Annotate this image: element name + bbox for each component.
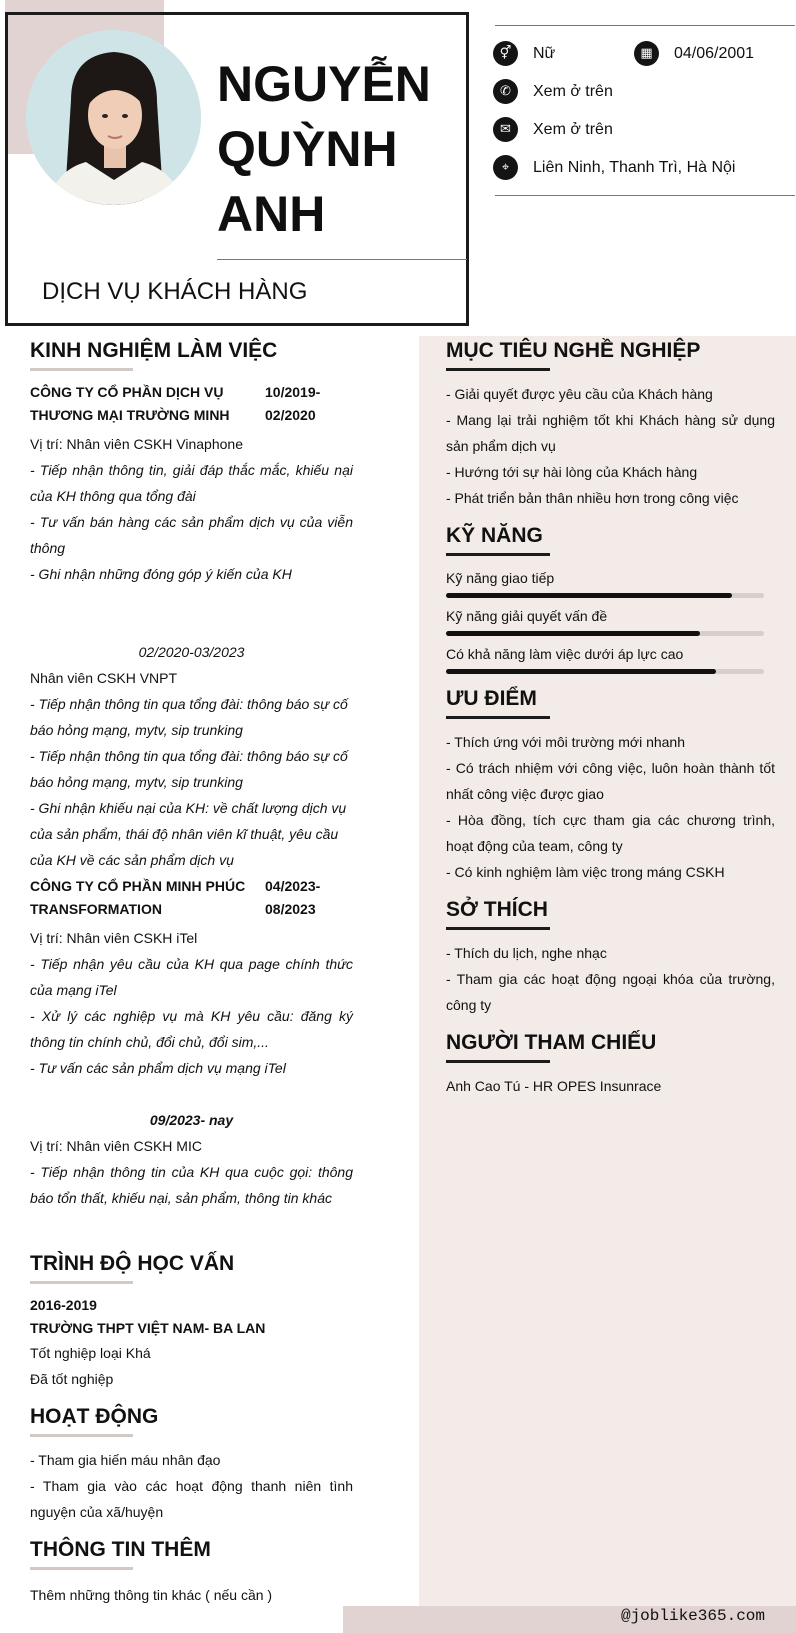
candidate-name [217, 52, 457, 247]
gender-icon: ⚥ [493, 41, 518, 66]
job2-bullet-1: - Tiếp nhận thông tin qua tổng đài: thông báo sự cố báo hỏng mạng, mytv, sip trunking [30, 696, 348, 738]
job3-period: 04/2023-08/2023 [265, 878, 321, 917]
avatar [26, 30, 201, 205]
activity-item-2: - Tham gia vào các hoạt động thanh niên tình nguyện của xã/huyện [30, 1478, 353, 1520]
job2-period: 02/2020-03/2023 [138, 644, 245, 660]
extra-info-underline [30, 1567, 133, 1570]
objective-item-3: - Hướng tới sự hài lòng của Khách hàng [446, 464, 698, 480]
job2-bullet-3: - Ghi nhận khiếu nại của KH: về chất lượng dịch vụ của sản phẩm, thái độ nhân viên kĩ thuật, yêu cầu của KH về các sản phẩm dịch vụ [30, 800, 347, 868]
job3-bullet-1: - Tiếp nhận yêu cầu của KH qua page chính thức của mạng iTel [30, 956, 353, 998]
hobbies-title: SỞ THÍCH [446, 898, 548, 921]
portrait-photo [26, 30, 201, 205]
strength-item-1: - Thích ứng với môi trường mới nhanh [446, 734, 686, 750]
contact-email [493, 117, 613, 142]
email-value: Xem ở trên [533, 120, 613, 138]
job1-bullet-3: - Ghi nhận những đóng góp ý kiến của KH [30, 566, 292, 582]
education-years: 2016-2019 [30, 1297, 97, 1313]
location-pin-icon: ⌖ [493, 155, 518, 180]
right-column [446, 336, 775, 1099]
activities-title: HOẠT ĐỘNG [30, 1405, 159, 1428]
skill-bar-track [446, 593, 764, 598]
extra-info-title: THÔNG TIN THÊM [30, 1538, 211, 1561]
skill-item [446, 604, 775, 636]
job4-bullet-1: - Tiếp nhận thông tin của KH qua cuộc gọi: thông báo tổn thất, khiếu nại, sản phẩm, thông tin khác [30, 1164, 353, 1206]
education-school: TRƯỜNG THPT VIỆT NAM- BA LAN [30, 1320, 266, 1336]
skills-underline [446, 553, 550, 556]
reference-text: Anh Cao Tú - HR OPES Insunrace [446, 1078, 662, 1094]
objective-item-1: - Giải quyết được yêu cầu của Khách hàng [446, 386, 713, 402]
education-section [30, 1249, 353, 1392]
skill-item [446, 566, 775, 598]
skill-label: Có khả năng làm việc dưới áp lực cao [446, 646, 684, 662]
job-title: DỊCH VỤ KHÁCH HÀNG [42, 278, 308, 305]
skills-section [446, 521, 775, 674]
activities-underline [30, 1434, 133, 1437]
gender-value: Nữ [533, 44, 556, 62]
objective-item-4: - Phát triển bản thân nhiều hơn trong công việc [446, 490, 739, 506]
skill-item [446, 642, 775, 674]
skill-label: Kỹ năng giao tiếp [446, 570, 555, 586]
education-line-1: Tốt nghiệp loại Khá [30, 1345, 151, 1361]
contact-bottom-divider [495, 195, 795, 196]
references-section [446, 1028, 775, 1099]
name-divider [217, 259, 467, 260]
strengths-underline [446, 716, 550, 719]
contact-top-divider [495, 25, 795, 26]
strengths-title: ƯU ĐIỂM [446, 687, 537, 710]
skills-title: KỸ NĂNG [446, 524, 543, 547]
contact-phone [493, 79, 613, 104]
activities-section [30, 1402, 353, 1525]
hobby-item-1: - Thích du lịch, nghe nhạc [446, 945, 607, 961]
strength-item-3: - Hòa đồng, tích cực tham gia các chương trình, hoạt động của team, công ty [446, 812, 775, 854]
activity-item-1: - Tham gia hiến máu nhân đạo [30, 1452, 221, 1468]
experience-underline [30, 368, 133, 371]
strength-item-4: - Có kinh nghiệm làm việc trong máng CSKH [446, 864, 725, 880]
job3-bullet-3: - Tư vấn các sản phẩm dịch vụ mạng iTel [30, 1060, 286, 1076]
objective-item-2: - Mang lại trải nghiệm tốt khi Khách hàng sử dụng sản phẩm dịch vụ [446, 412, 775, 454]
hobbies-section [446, 895, 775, 1018]
watermark: @joblike365.com [620, 1607, 765, 1625]
objective-underline [446, 368, 550, 371]
experience-title: KINH NGHIỆM LÀM VIỆC [30, 339, 278, 362]
job3-header [30, 875, 353, 921]
job2-position: Nhân viên CSKH VNPT [30, 670, 178, 686]
job2-bullet-2: - Tiếp nhận thông tin qua tổng đài: thông báo sự cố báo hỏng mạng, mytv, sip trunking [30, 748, 348, 790]
left-column [30, 336, 353, 1608]
contact-gender [493, 41, 555, 66]
job3-company: CÔNG TY CỔ PHẦN MINH PHÚC TRANSFORMATION [30, 878, 246, 917]
birthdate-value: 04/06/2001 [674, 44, 755, 62]
objective-section [446, 336, 775, 511]
objective-title: MỤC TIÊU NGHỀ NGHIỆP [446, 339, 701, 362]
job4-period: 09/2023- nay [149, 1112, 234, 1128]
job1-period: 10/2019-02/2020 [265, 384, 321, 423]
job4-position: Vị trí: Nhân viên CSKH MIC [30, 1138, 202, 1154]
references-title: NGƯỜI THAM CHIẾU [446, 1031, 657, 1054]
education-underline [30, 1281, 133, 1284]
skill-label: Kỹ năng giải quyết vấn đề [446, 608, 608, 624]
calendar-icon: ▦ [634, 41, 659, 66]
education-line-2: Đã tốt nghiệp [30, 1371, 114, 1387]
skill-bar-track [446, 631, 764, 636]
skill-bar-fill [446, 593, 732, 598]
experience-section [30, 336, 353, 1211]
job1-bullet-1: - Tiếp nhận thông tin, giải đáp thắc mắc, khiếu nại của KH thông qua tổng đài [30, 462, 353, 504]
hobbies-underline [446, 927, 550, 930]
envelope-icon: ✉ [493, 117, 518, 142]
extra-info-section [30, 1535, 353, 1608]
references-underline [446, 1060, 550, 1063]
strengths-section [446, 684, 775, 885]
name-line-1: NGUYỄN [217, 56, 431, 112]
phone-value: Xem ở trên [533, 82, 613, 100]
address-value: Liên Ninh, Thanh Trì, Hà Nội [533, 158, 736, 176]
extra-info-text: Thêm những thông tin khác ( nếu cần ) [30, 1587, 273, 1603]
job1-position: Vị trí: Nhân viên CSKH Vinaphone [30, 436, 243, 452]
education-title: TRÌNH ĐỘ HỌC VẤN [30, 1252, 235, 1275]
job3-position: Vị trí: Nhân viên CSKH iTel [30, 930, 198, 946]
strength-item-2: - Có trách nhiệm với công việc, luôn hoàn thành tốt nhất công việc được giao [446, 760, 775, 802]
skill-bar-fill [446, 631, 700, 636]
skill-bar-fill [446, 669, 716, 674]
job3-bullet-2: - Xử lý các nghiệp vụ mà KH yêu cầu: đăng ký thông tin chính chủ, đổi chủ, đổi sim,... [30, 1008, 353, 1050]
name-line-3: ANH [217, 186, 326, 242]
contact-birthdate [634, 41, 754, 66]
contact-address [493, 155, 735, 180]
skill-bar-track [446, 669, 764, 674]
name-line-2: QUỲNH [217, 121, 398, 177]
hobby-item-2: - Tham gia các hoạt động ngoại khóa của trường, công ty [446, 971, 775, 1013]
phone-icon: ✆ [493, 79, 518, 104]
job1-bullet-2: - Tư vấn bán hàng các sản phẩm dịch vụ của viễn thông [30, 514, 353, 556]
job1-company: CÔNG TY CỔ PHẦN DỊCH VỤ THƯƠNG MẠI TRƯỜNG MINH [30, 384, 230, 423]
job1-header [30, 381, 353, 427]
